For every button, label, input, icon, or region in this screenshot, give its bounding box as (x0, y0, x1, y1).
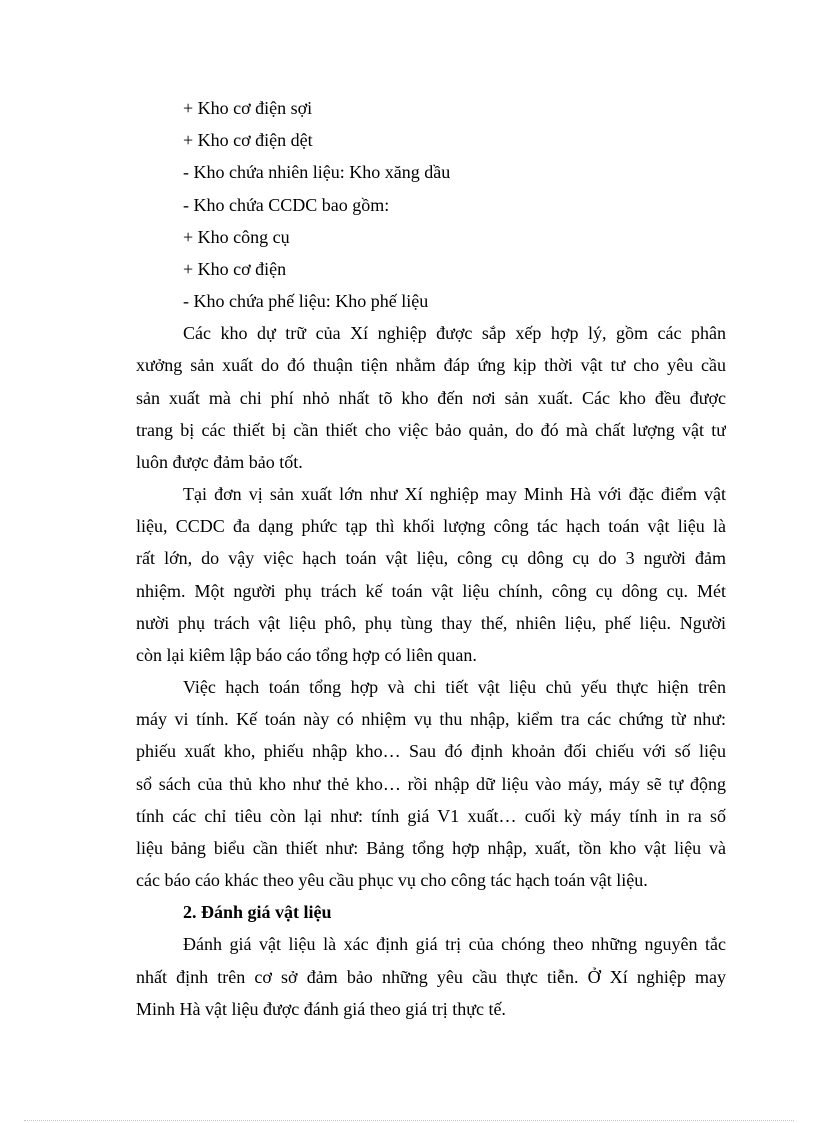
paragraph-4-line: Đánh giá vật liệu là xác định giá trị của chóng theo những nguyên tắc (183, 934, 726, 954)
paragraph-1-line: luôn được đảm bảo tốt. (136, 452, 303, 472)
paragraph-3-line: các báo cáo khác theo yêu cầu phục vụ cho công tác hạch toán vật liệu. (136, 870, 648, 890)
paragraph-3-line: phiếu xuất kho, phiếu nhập kho… Sau đó định khoản đối chiếu với số liệu (136, 741, 726, 761)
list-line-kho-cong-cu: + Kho công cụ (183, 227, 290, 247)
list-line-kho-co-dien-soi: + Kho cơ điện sợi (183, 98, 313, 118)
paragraph-2-line: nhiệm. Một người phụ trách kế toán vật liệu chính, công cụ dông cụ. Mét (136, 581, 726, 601)
paragraph-1-line: xưởng sản xuất do đó thuận tiện nhằm đáp ứng kịp thời vật tư cho yêu cầu (136, 355, 726, 375)
paragraph-2-line: liệu, CCDC đa dạng phức tạp thì khối lượng công tác hạch toán vật liệu là (136, 516, 726, 536)
page-bottom-divider (24, 1120, 794, 1121)
paragraph-3-line: sổ sách của thủ kho như thẻ kho… rồi nhập dữ liệu vào máy, máy sẽ tự động (136, 774, 726, 794)
list-line-kho-phe-lieu: - Kho chứa phế liệu: Kho phế liệu (183, 291, 429, 311)
list-line-kho-co-dien: + Kho cơ điện (183, 259, 287, 279)
paragraph-4-line: nhất định trên cơ sở đảm bảo những yêu cầu thực tiễn. Ở Xí nghiệp may (136, 967, 726, 987)
paragraph-3-line: liệu bảng biểu cần thiết như: Bảng tổng hợp nhập, xuất, tồn kho vật liệu và (136, 838, 726, 858)
paragraph-3-line: máy vi tính. Kế toán này có nhiệm vụ thu nhập, kiểm tra các chứng từ như: (136, 709, 726, 729)
list-line-kho-co-dien-det: + Kho cơ điện dệt (183, 130, 313, 150)
paragraph-3-line: Việc hạch toán tổng hợp và chi tiết vật liệu chủ yếu thực hiện trên (183, 677, 726, 697)
paragraph-1-line: Các kho dự trữ của Xí nghiệp được sắp xếp hợp lý, gồm các phân (183, 323, 726, 343)
list-line-kho-ccdc: - Kho chứa CCDC bao gồm: (183, 195, 390, 215)
paragraph-2-line: nười phụ trách vật liệu phô, phụ tùng thay thế, nhiên liệu, phế liệu. Người (136, 613, 726, 633)
paragraph-1-line: trang bị các thiết bị cần thiết cho việc bảo quản, do đó mà chất lượng vật tư (136, 420, 726, 440)
paragraph-4-line: Minh Hà vật liệu được đánh giá theo giá trị thực tế. (136, 999, 506, 1019)
paragraph-2-line: còn lại kiêm lập báo cáo tổng hợp có liên quan. (136, 645, 477, 665)
paragraph-1-line: sản xuất mà chi phí nhỏ nhất tõ kho đến nơi sản xuất. Các kho đều được (136, 388, 726, 408)
section-heading: 2. Đánh giá vật liệu (183, 902, 332, 922)
paragraph-2-line: rất lớn, do vậy việc hạch toán vật liệu, công cụ dông cụ do 3 người đảm (136, 548, 726, 568)
paragraph-2-line: Tại đơn vị sản xuất lớn như Xí nghiệp may Minh Hà với đặc điểm vật (183, 484, 726, 504)
paragraph-3-line: tính các chỉ tiêu còn lại như: tính giá V1 xuất… cuối kỳ máy tính in ra số (136, 806, 726, 826)
list-line-kho-nhien-lieu: - Kho chứa nhiên liệu: Kho xăng dầu (183, 162, 451, 182)
